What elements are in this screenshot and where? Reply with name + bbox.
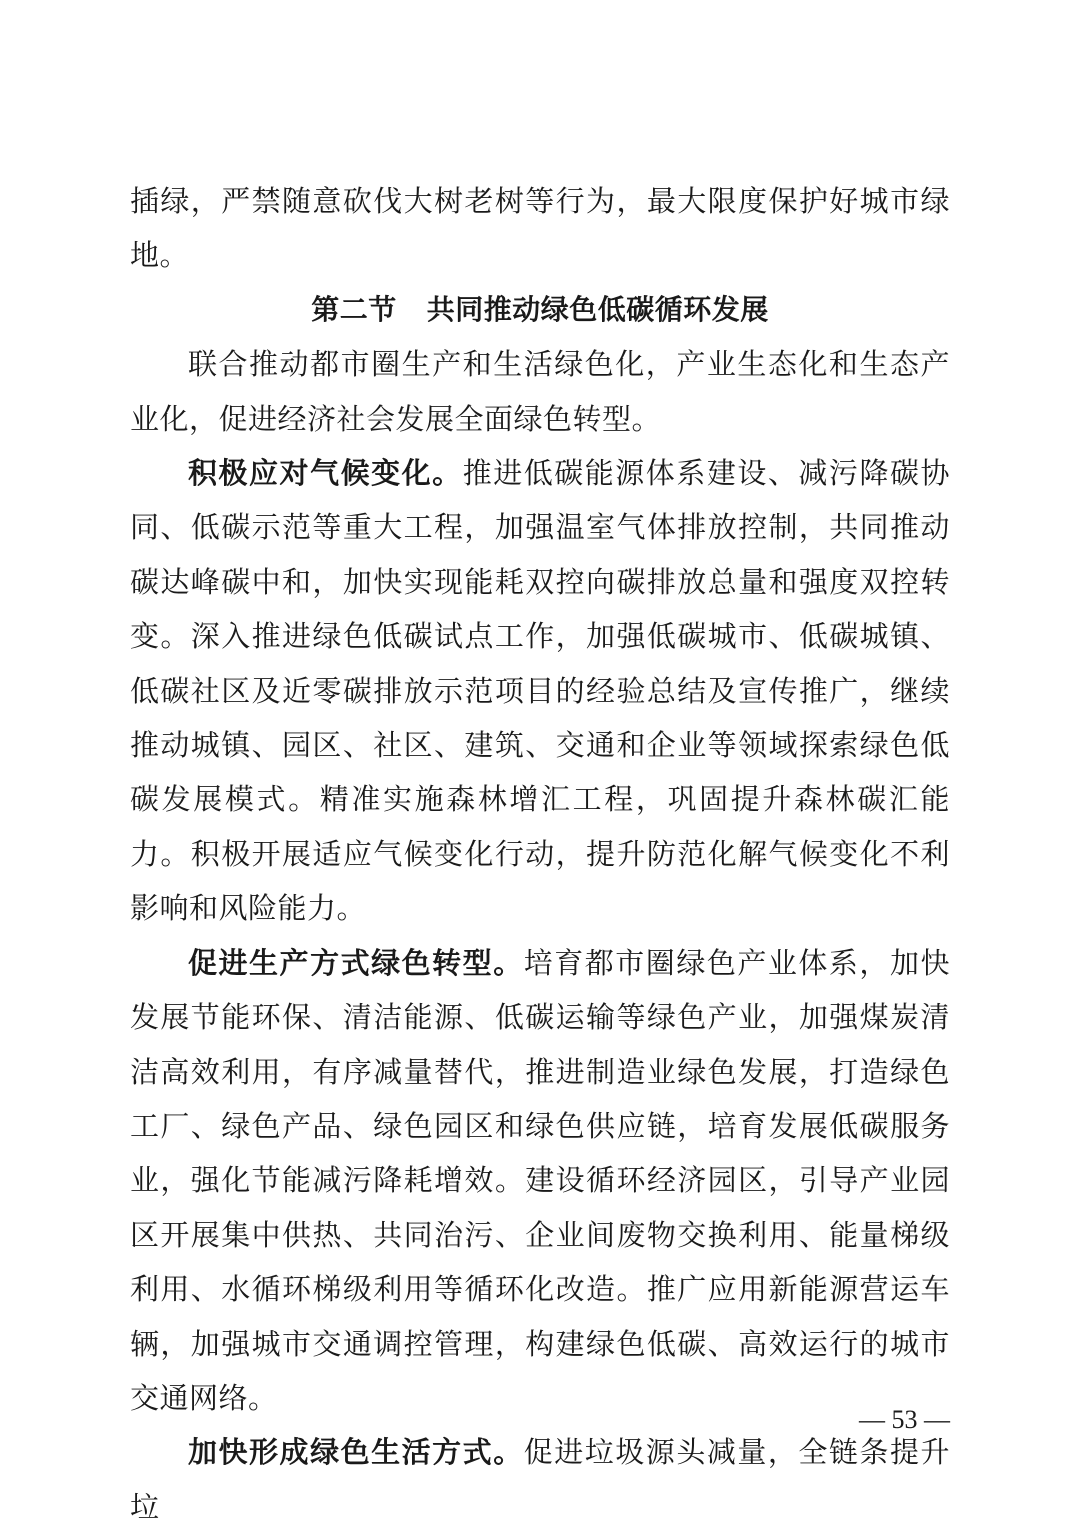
paragraph-lead-heading: 促进生产方式绿色转型。 (188, 945, 524, 980)
section-number: 第二节 (311, 292, 397, 326)
section-title: 共同推动绿色低碳循环发展 (426, 292, 769, 326)
body-text (130, 174, 950, 1534)
continuation-paragraph: 插绿，严禁随意砍伐大树老树等行为，最大限度保护好城市绿地。 (130, 184, 950, 273)
paragraph-body: 培育都市圈绿色产业体系，加快发展节能环保、清洁能源、低碳运输等绿色产业，加强煤炭清洁高效利用，有序减量替代，推进制造业绿色发展，打造绿色工厂、绿色产品、绿色园区和绿色供应链，培育发展低碳服务业，强化节能减污降耗增效。建设循环经济园区，引导产业园区开展集中供热、共同治污、企业间废物交换利用、能量梯级利用、水循环梯级利用等循环化改造。推广应用新能源营运车辆，加强城市交通调控管理，构建绿色低碳、高效运行的城市交通网络。 (130, 945, 950, 1415)
paragraph-body: 推进低碳能源体系建设、减污降碳协同、低碳示范等重大工程，加强温室气体排放控制，共同推动碳达峰碳中和，加快实现能耗双控向碳排放总量和强度双控转变。深入推进绿色低碳试点工作，加强低碳城市、低碳城镇、低碳社区及近零碳排放示范项目的经验总结及宣传推广，继续推动城镇、园区、社区、建筑、交通和企业等领域探索绿色低碳发展模式。精准实施森林增汇工程，巩固提升森林碳汇能力。积极开展适应气候变化行动，提升防范化解气候变化不利影响和风险能力。 (130, 456, 950, 926)
paragraph-climate-change (130, 446, 950, 936)
intro-paragraph: 联合推动都市圈生产和生活绿色化，产业生态化和生态产业化，促进经济社会发展全面绿色转型。 (130, 347, 950, 436)
paragraph-production-transition (130, 936, 950, 1426)
paragraph-lead-heading: 加快形成绿色生活方式。 (188, 1435, 524, 1470)
paragraph-lead-heading: 积极应对气候变化。 (188, 456, 463, 491)
section-heading (130, 283, 950, 337)
paragraph-body: 促进垃圾源头减量，全链条提升垃 (130, 1435, 950, 1524)
page-number: — 53 — (859, 1405, 950, 1434)
paragraph-green-lifestyle (130, 1425, 950, 1534)
